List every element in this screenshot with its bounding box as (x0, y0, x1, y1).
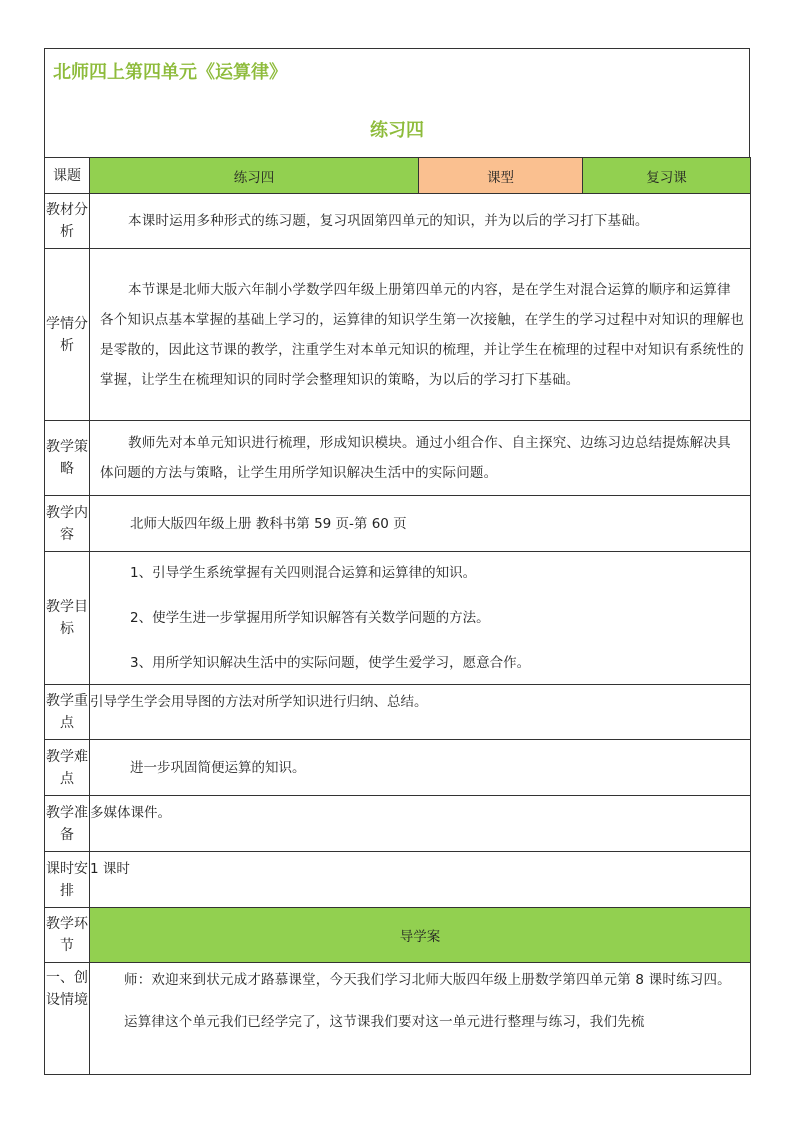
goal-item: 2、使学生进一步掌握用所学知识解答有关数学问题的方法。 (130, 610, 490, 626)
document-subtitle: 练习四 (370, 120, 424, 141)
document-header (44, 48, 750, 157)
goal-item: 3、用所学知识解决生活中的实际问题，使学生爱学习，愿意合作。 (130, 655, 531, 671)
document-title: 北师四上第四单元《运算律》 (53, 62, 287, 83)
difficulty-text: 进一步巩固简便运算的知识。 (130, 759, 306, 776)
label-preparation: 教学准备 (45, 796, 90, 852)
row-strategy (45, 421, 751, 496)
type-label: 课型 (419, 158, 583, 194)
schedule-text: 1 课时 (90, 861, 130, 877)
strategy-text: 教师先对本单元知识进行梳理，形成知识模块。通过小组合作、自主探究、边练习边总结提炼解决具体问题的方法与策略，让学生用所学知识解决生活中的实际问题。 (100, 435, 731, 481)
row-material-analysis (45, 194, 751, 249)
scenario-paragraph: 运算律这个单元我们已经学完了，这节课我们要对这一单元进行整理与练习，我们先梳 (124, 1014, 645, 1030)
topic-value: 练习四 (90, 158, 419, 194)
stage-heading: 导学案 (90, 908, 751, 963)
label-topic: 课题 (45, 158, 90, 194)
label-difficulty: 教学难点 (45, 740, 90, 796)
student-analysis-text: 本节课是北师大版六年制小学数学四年级上册第四单元的内容，是在学生对混合运算的顺序和运算律各个知识点基本掌握的基础上学习的，运算律的知识学生第一次接触，在学生的学习过程中对知识的理解也是零散的，因此这节课的教学，注重学生对本单元知识的梳理，并让学生在梳理的过程中对知识有系统性的掌握，让学生在梳理知识的同时学会整理知识的策略，为以后的学习打下基础。 (100, 281, 744, 388)
scenario-paragraph: 师：欢迎来到状元成才路慕课堂，今天我们学习北师大版四年级上册数学第四单元第 8 课时练习四。 (124, 972, 731, 988)
lesson-plan-table (44, 157, 751, 1075)
label-strategy: 教学策略 (45, 421, 90, 496)
row-key-point (45, 685, 751, 740)
row-difficulty (45, 740, 751, 796)
row-stage (45, 908, 751, 963)
row-goals (45, 552, 751, 685)
content-text: 北师大版四年级上册 教科书第 59 页-第 60 页 (130, 515, 407, 532)
label-content: 教学内容 (45, 496, 90, 552)
row-student-analysis (45, 249, 751, 421)
goal-item: 1、引导学生系统掌握有关四则混合运算和运算律的知识。 (130, 565, 477, 581)
label-student-analysis: 学情分析 (45, 249, 90, 421)
row-preparation (45, 796, 751, 852)
row-content (45, 496, 751, 552)
preparation-text: 多媒体课件。 (90, 805, 171, 821)
label-key-point: 教学重点 (45, 685, 90, 740)
material-analysis-text: 本课时运用多种形式的练习题，复习巩固第四单元的知识，并为以后的学习打下基础。 (128, 213, 649, 229)
row-schedule (45, 852, 751, 908)
lesson-plan-sheet (44, 48, 750, 1075)
type-value: 复习课 (583, 158, 751, 194)
label-material-analysis: 教材分析 (45, 194, 90, 249)
row-scenario (45, 963, 751, 1075)
label-stage: 教学环节 (45, 908, 90, 963)
row-topic (45, 158, 751, 194)
label-goals: 教学目标 (45, 552, 90, 685)
key-point-text: 引导学生学会用导图的方法对所学知识进行归纳、总结。 (90, 694, 428, 710)
label-scenario: 一、创设情境 (45, 963, 90, 1075)
label-schedule: 课时安排 (45, 852, 90, 908)
